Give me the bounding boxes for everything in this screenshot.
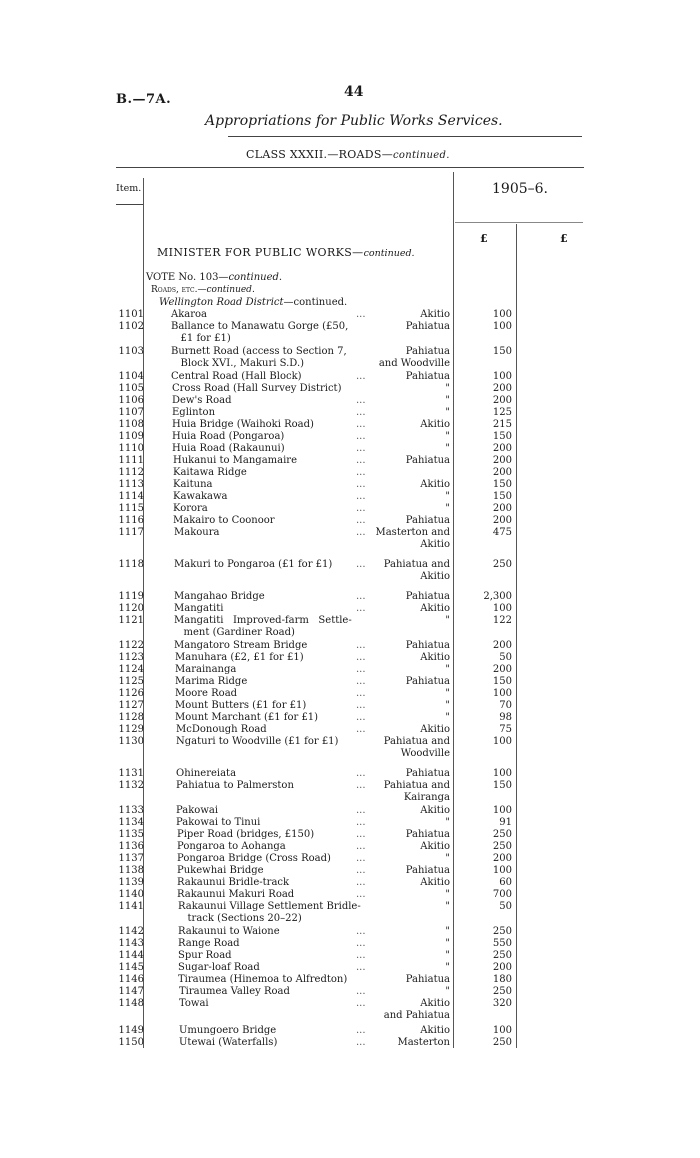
row-district: " [445,615,450,626]
row-description: Ohinereiata [176,768,237,779]
row-item-number: 1123 [118,652,144,663]
row-description: Mangahao Bridge [174,591,265,602]
row-district: Pahiatua [405,768,450,779]
row-amount: 100 [492,768,512,779]
row-description: Ballance to Manawatu Gorge (£50, [171,321,349,332]
row-leader-dots: ... [356,407,366,418]
row-item-number: 1112 [118,467,144,478]
row-leader-dots: ... [356,664,366,675]
row-district: Pahiatua [405,515,450,526]
row-item-number: 1103 [118,346,144,357]
row-amount: 150 [492,491,512,502]
row-leader-dots: ... [356,371,366,382]
row-item-number: 1126 [118,688,144,699]
row-item-number: 1137 [118,853,144,864]
row-item-number: 1118 [118,559,144,570]
row-item-number: 1114 [118,491,144,502]
row-description: Marima Ridge [175,676,248,687]
row-district: Akitio [420,479,450,490]
row-leader-dots: ... [356,817,366,828]
row-amount: 250 [492,559,512,570]
row-amount: 200 [492,853,512,864]
row-amount: 250 [492,829,512,840]
item-header-underline [116,204,143,205]
row-amount: 200 [492,467,512,478]
row-district: " [445,962,450,973]
row-leader-dots: ... [356,591,366,602]
row-amount: 250 [492,950,512,961]
row-description: Huia Road (Rakaunui) [172,443,285,454]
vote-heading: VOTE No. 103—continued. [146,272,283,283]
row-amount: 50 [499,652,512,663]
row-district: Akitio [420,309,450,320]
row-district: " [445,664,450,675]
row-amount: 200 [492,443,512,454]
row-leader-dots: ... [356,724,366,735]
row-leader-dots: ... [356,652,366,663]
row-district: Masterton and [375,527,450,538]
row-description: Mount Butters (£1 for £1) [175,700,307,711]
row-amount: 150 [492,346,512,357]
row-item-number: 1116 [118,515,144,526]
row-leader-dots: ... [356,950,366,961]
row-leader-dots: ... [356,853,366,864]
row-leader-dots: ... [356,603,366,614]
row-district: Pahiatua and [383,736,450,747]
row-leader-dots: ... [356,559,366,570]
pound-sign-second: £ [560,232,568,245]
row-district: Pahiatua and [383,780,450,791]
district-heading: Wellington Road District—continued. [159,297,348,308]
amount-column-rule [516,224,517,1048]
row-district: Akitio [420,877,450,888]
row-district: " [445,688,450,699]
row-district: " [445,395,450,406]
row-amount: 150 [492,479,512,490]
row-description: Pakowai [176,805,219,816]
row-item-number: 1150 [118,1037,144,1048]
row-district: " [445,901,450,912]
row-leader-dots: ... [356,926,366,937]
row-leader-dots: ... [356,467,366,478]
row-item-number: 1119 [118,591,144,602]
row-district: " [445,986,450,997]
row-description: track (Sections 20–22) [178,912,302,924]
row-description: Huia Road (Pongaroa) [172,431,285,442]
row-amount: 122 [492,615,512,626]
row-amount: 475 [492,527,512,538]
row-item-number: 1145 [118,962,144,973]
row-description: Range Road [178,938,240,949]
row-district: Pahiatua [405,455,450,466]
row-amount: 100 [492,805,512,816]
row-item-number: 1111 [118,455,144,466]
row-amount: 250 [492,841,512,852]
row-leader-dots: ... [356,768,366,779]
row-item-number: 1149 [118,1025,144,1036]
row-district: Akitio [420,652,450,663]
row-item-number: 1130 [118,736,144,747]
row-item-number: 1117 [118,527,144,538]
row-amount: 100 [492,309,512,320]
row-district: Pahiatua [405,321,450,332]
row-district: Pahiatua and [383,559,450,570]
year-header-rule [455,222,583,223]
row-item-number: 1146 [118,974,144,985]
row-amount: 100 [492,1025,512,1036]
row-description: Eglinton [172,407,216,418]
row-description: Rakaunui Bridle-track [177,877,290,888]
row-leader-dots: ... [356,479,366,490]
row-district: Pahiatua [405,829,450,840]
row-amount: 200 [492,640,512,651]
row-leader-dots: ... [356,309,366,320]
row-description: Hukanui to Mangamaire [173,455,298,466]
row-district: " [445,889,450,900]
row-description: Makairo to Coonoor [173,515,275,526]
row-amount: 150 [492,676,512,687]
row-district: Pahiatua [405,346,450,357]
row-item-number: 1127 [118,700,144,711]
row-amount: 100 [492,371,512,382]
row-item-number: 1144 [118,950,144,961]
row-description: Mangatoro Stream Bridge [174,640,308,651]
row-district: " [445,700,450,711]
row-district: Akitio [420,419,450,430]
row-district: " [445,817,450,828]
roads-heading: Roads, etc.—continued. [151,285,255,295]
title-rule [228,136,582,137]
row-item-number: 1135 [118,829,144,840]
row-leader-dots: ... [356,986,366,997]
row-description: Block XVI., Makuri S.D.) [171,357,305,369]
row-amount: 150 [492,431,512,442]
row-description: Huia Bridge (Waihoki Road) [172,419,314,430]
row-district: and Woodville [378,357,450,369]
minister-heading: MINISTER FOR PUBLIC WORKS—continued. [157,246,415,259]
row-description: Manuhara (£2, £1 for £1) [175,652,304,663]
row-leader-dots: ... [356,515,366,526]
row-leader-dots: ... [356,700,366,711]
row-description: Pahiatua to Palmerston [176,780,294,791]
row-item-number: 1115 [118,503,144,514]
row-leader-dots: ... [356,938,366,949]
row-district: " [445,950,450,961]
row-amount: 200 [492,962,512,973]
description-column-rule [453,172,454,1048]
row-description: Korora [173,503,208,514]
row-amount: 215 [492,419,512,430]
row-district: Akitio [420,570,450,582]
row-district: " [445,926,450,937]
row-description: Ngaturi to Woodville (£1 for £1) [176,736,339,747]
page-title: Appropriations for Public Works Services. [205,113,503,129]
row-amount: 100 [492,865,512,876]
row-item-number: 1107 [118,407,144,418]
row-description: Rakaunui Village Settlement Bridle- [178,901,361,912]
row-item-number: 1143 [118,938,144,949]
row-item-number: 1109 [118,431,144,442]
row-amount: 200 [492,515,512,526]
row-item-number: 1139 [118,877,144,888]
row-item-number: 1132 [118,780,144,791]
row-amount: 200 [492,383,512,394]
row-leader-dots: ... [356,841,366,852]
row-district: and Pahiatua [383,1009,450,1021]
year-column-header: 1905–6. [492,181,548,197]
row-item-number: 1102 [118,321,144,332]
row-item-number: 1134 [118,817,144,828]
row-leader-dots: ... [356,527,366,538]
row-description: Rakaunui to Waione [178,926,280,937]
row-leader-dots: ... [356,640,366,651]
row-amount: 250 [492,1037,512,1048]
row-district: Pahiatua [405,591,450,602]
row-district: Pahiatua [405,865,450,876]
row-description: £1 for £1) [171,332,231,344]
row-description: Akaroa [171,309,208,320]
item-column-header: Item. [116,183,142,194]
row-description: Cross Road (Hall Survey District) [172,383,342,394]
row-description: Pukewhai Bridge [177,865,264,876]
row-amount: 200 [492,395,512,406]
row-leader-dots: ... [356,491,366,502]
row-amount: 100 [492,603,512,614]
row-district: " [445,503,450,514]
row-leader-dots: ... [356,712,366,723]
row-district: Pahiatua [405,974,450,985]
row-district: Masterton [397,1037,450,1048]
row-amount: 2,300 [483,591,512,602]
row-amount: 125 [492,407,512,418]
row-leader-dots: ... [356,676,366,687]
row-district: Akitio [420,998,450,1009]
row-description: Pongaroa Bridge (Cross Road) [177,853,331,864]
row-item-number: 1136 [118,841,144,852]
row-description: Mount Marchant (£1 for £1) [175,712,319,723]
row-district: Kairanga [403,791,450,803]
row-leader-dots: ... [356,419,366,430]
row-amount: 98 [499,712,512,723]
row-amount: 100 [492,321,512,332]
row-district: Akitio [420,724,450,735]
row-description: Pongaroa to Aohanga [177,841,286,852]
class-heading: CLASS XXXII.—ROADS—continued. [246,148,450,161]
row-description: Utewai (Waterfalls) [179,1037,278,1048]
row-description: Mangatiti Improved-farm Settle- [174,615,352,626]
row-leader-dots: ... [356,1037,366,1048]
pound-sign-first: £ [480,232,488,245]
row-description: Makoura [174,527,220,538]
row-leader-dots: ... [356,829,366,840]
row-leader-dots: ... [356,1025,366,1036]
row-district: Akitio [420,538,450,550]
row-description: Piper Road (bridges, £150) [177,829,315,840]
row-district: Pahiatua [405,676,450,687]
row-leader-dots: ... [356,503,366,514]
row-item-number: 1110 [118,443,144,454]
row-item-number: 1148 [118,998,144,1009]
row-item-number: 1122 [118,640,144,651]
row-leader-dots: ... [356,455,366,466]
row-district: " [445,383,450,394]
row-description: Makuri to Pongaroa (£1 for £1) [174,559,333,570]
row-item-number: 1113 [118,479,144,490]
row-item-number: 1141 [118,901,144,912]
row-description: McDonough Road [176,724,267,735]
row-leader-dots: ... [356,688,366,699]
row-description: Kaitawa Ridge [173,467,247,478]
row-item-number: 1142 [118,926,144,937]
row-item-number: 1138 [118,865,144,876]
row-item-number: 1131 [118,768,144,779]
row-district: Akitio [420,1025,450,1036]
row-description: Marainanga [175,664,237,675]
row-item-number: 1128 [118,712,144,723]
row-district: Akitio [420,841,450,852]
row-description: Towai [179,998,209,1009]
row-description: Kaituna [173,479,213,490]
row-district: " [445,938,450,949]
row-amount: 250 [492,986,512,997]
row-leader-dots: ... [356,998,366,1009]
row-item-number: 1120 [118,603,144,614]
row-amount: 550 [492,938,512,949]
document-reference: B.—7A. [116,92,172,107]
row-district: Woodville [400,747,450,759]
row-description: Mangatiti [174,603,224,614]
row-district: " [445,853,450,864]
row-leader-dots: ... [356,395,366,406]
row-amount: 250 [492,926,512,937]
row-district: Akitio [420,603,450,614]
row-description: Kawakawa [173,491,228,502]
row-amount: 100 [492,736,512,747]
row-amount: 70 [499,700,512,711]
row-description: Tiraumea Valley Road [179,986,290,997]
row-description: Burnett Road (access to Section 7, [171,346,347,357]
row-description: Central Road (Hall Block) [171,371,302,382]
row-amount: 91 [499,817,512,828]
row-district: " [445,443,450,454]
row-amount: 75 [499,724,512,735]
row-amount: 180 [492,974,512,985]
row-amount: 320 [492,998,512,1009]
row-item-number: 1104 [118,371,144,382]
row-item-number: 1108 [118,419,144,430]
row-district: Pahiatua [405,371,450,382]
row-leader-dots: ... [356,962,366,973]
row-amount: 200 [492,664,512,675]
row-description: Tiraumea (Hinemoa to Alfredton) [178,974,348,985]
row-item-number: 1105 [118,383,144,394]
row-district: " [445,491,450,502]
row-amount: 60 [499,877,512,888]
row-description: Sugar-loaf Road [178,962,260,973]
row-district: Pahiatua [405,640,450,651]
row-item-number: 1140 [118,889,144,900]
row-amount: 100 [492,688,512,699]
row-item-number: 1147 [118,986,144,997]
row-description: Umungoero Bridge [179,1025,277,1036]
row-item-number: 1129 [118,724,144,735]
row-item-number: 1133 [118,805,144,816]
row-item-number: 1106 [118,395,144,406]
row-amount: 150 [492,780,512,791]
row-district: " [445,712,450,723]
page-number: 44 [344,84,364,100]
row-leader-dots: ... [356,443,366,454]
row-item-number: 1121 [118,615,144,626]
row-leader-dots: ... [356,865,366,876]
row-amount: 200 [492,503,512,514]
row-description: Rakaunui Makuri Road [177,889,295,900]
row-amount: 200 [492,455,512,466]
row-amount: 700 [492,889,512,900]
row-description: Dew's Road [172,395,232,406]
row-description: Moore Road [175,688,238,699]
row-description: Pakowai to Tinui [176,817,261,828]
row-district: " [445,431,450,442]
row-leader-dots: ... [356,877,366,888]
row-item-number: 1124 [118,664,144,675]
row-amount: 50 [499,901,512,912]
row-leader-dots: ... [356,780,366,791]
row-item-number: 1125 [118,676,144,687]
row-description: Spur Road [178,950,232,961]
row-leader-dots: ... [356,805,366,816]
row-district: Akitio [420,805,450,816]
class-rule [116,167,584,168]
row-item-number: 1101 [118,309,144,320]
row-district: " [445,407,450,418]
row-leader-dots: ... [356,431,366,442]
row-description: ment (Gardiner Road) [174,626,295,638]
row-leader-dots: ... [356,889,366,900]
